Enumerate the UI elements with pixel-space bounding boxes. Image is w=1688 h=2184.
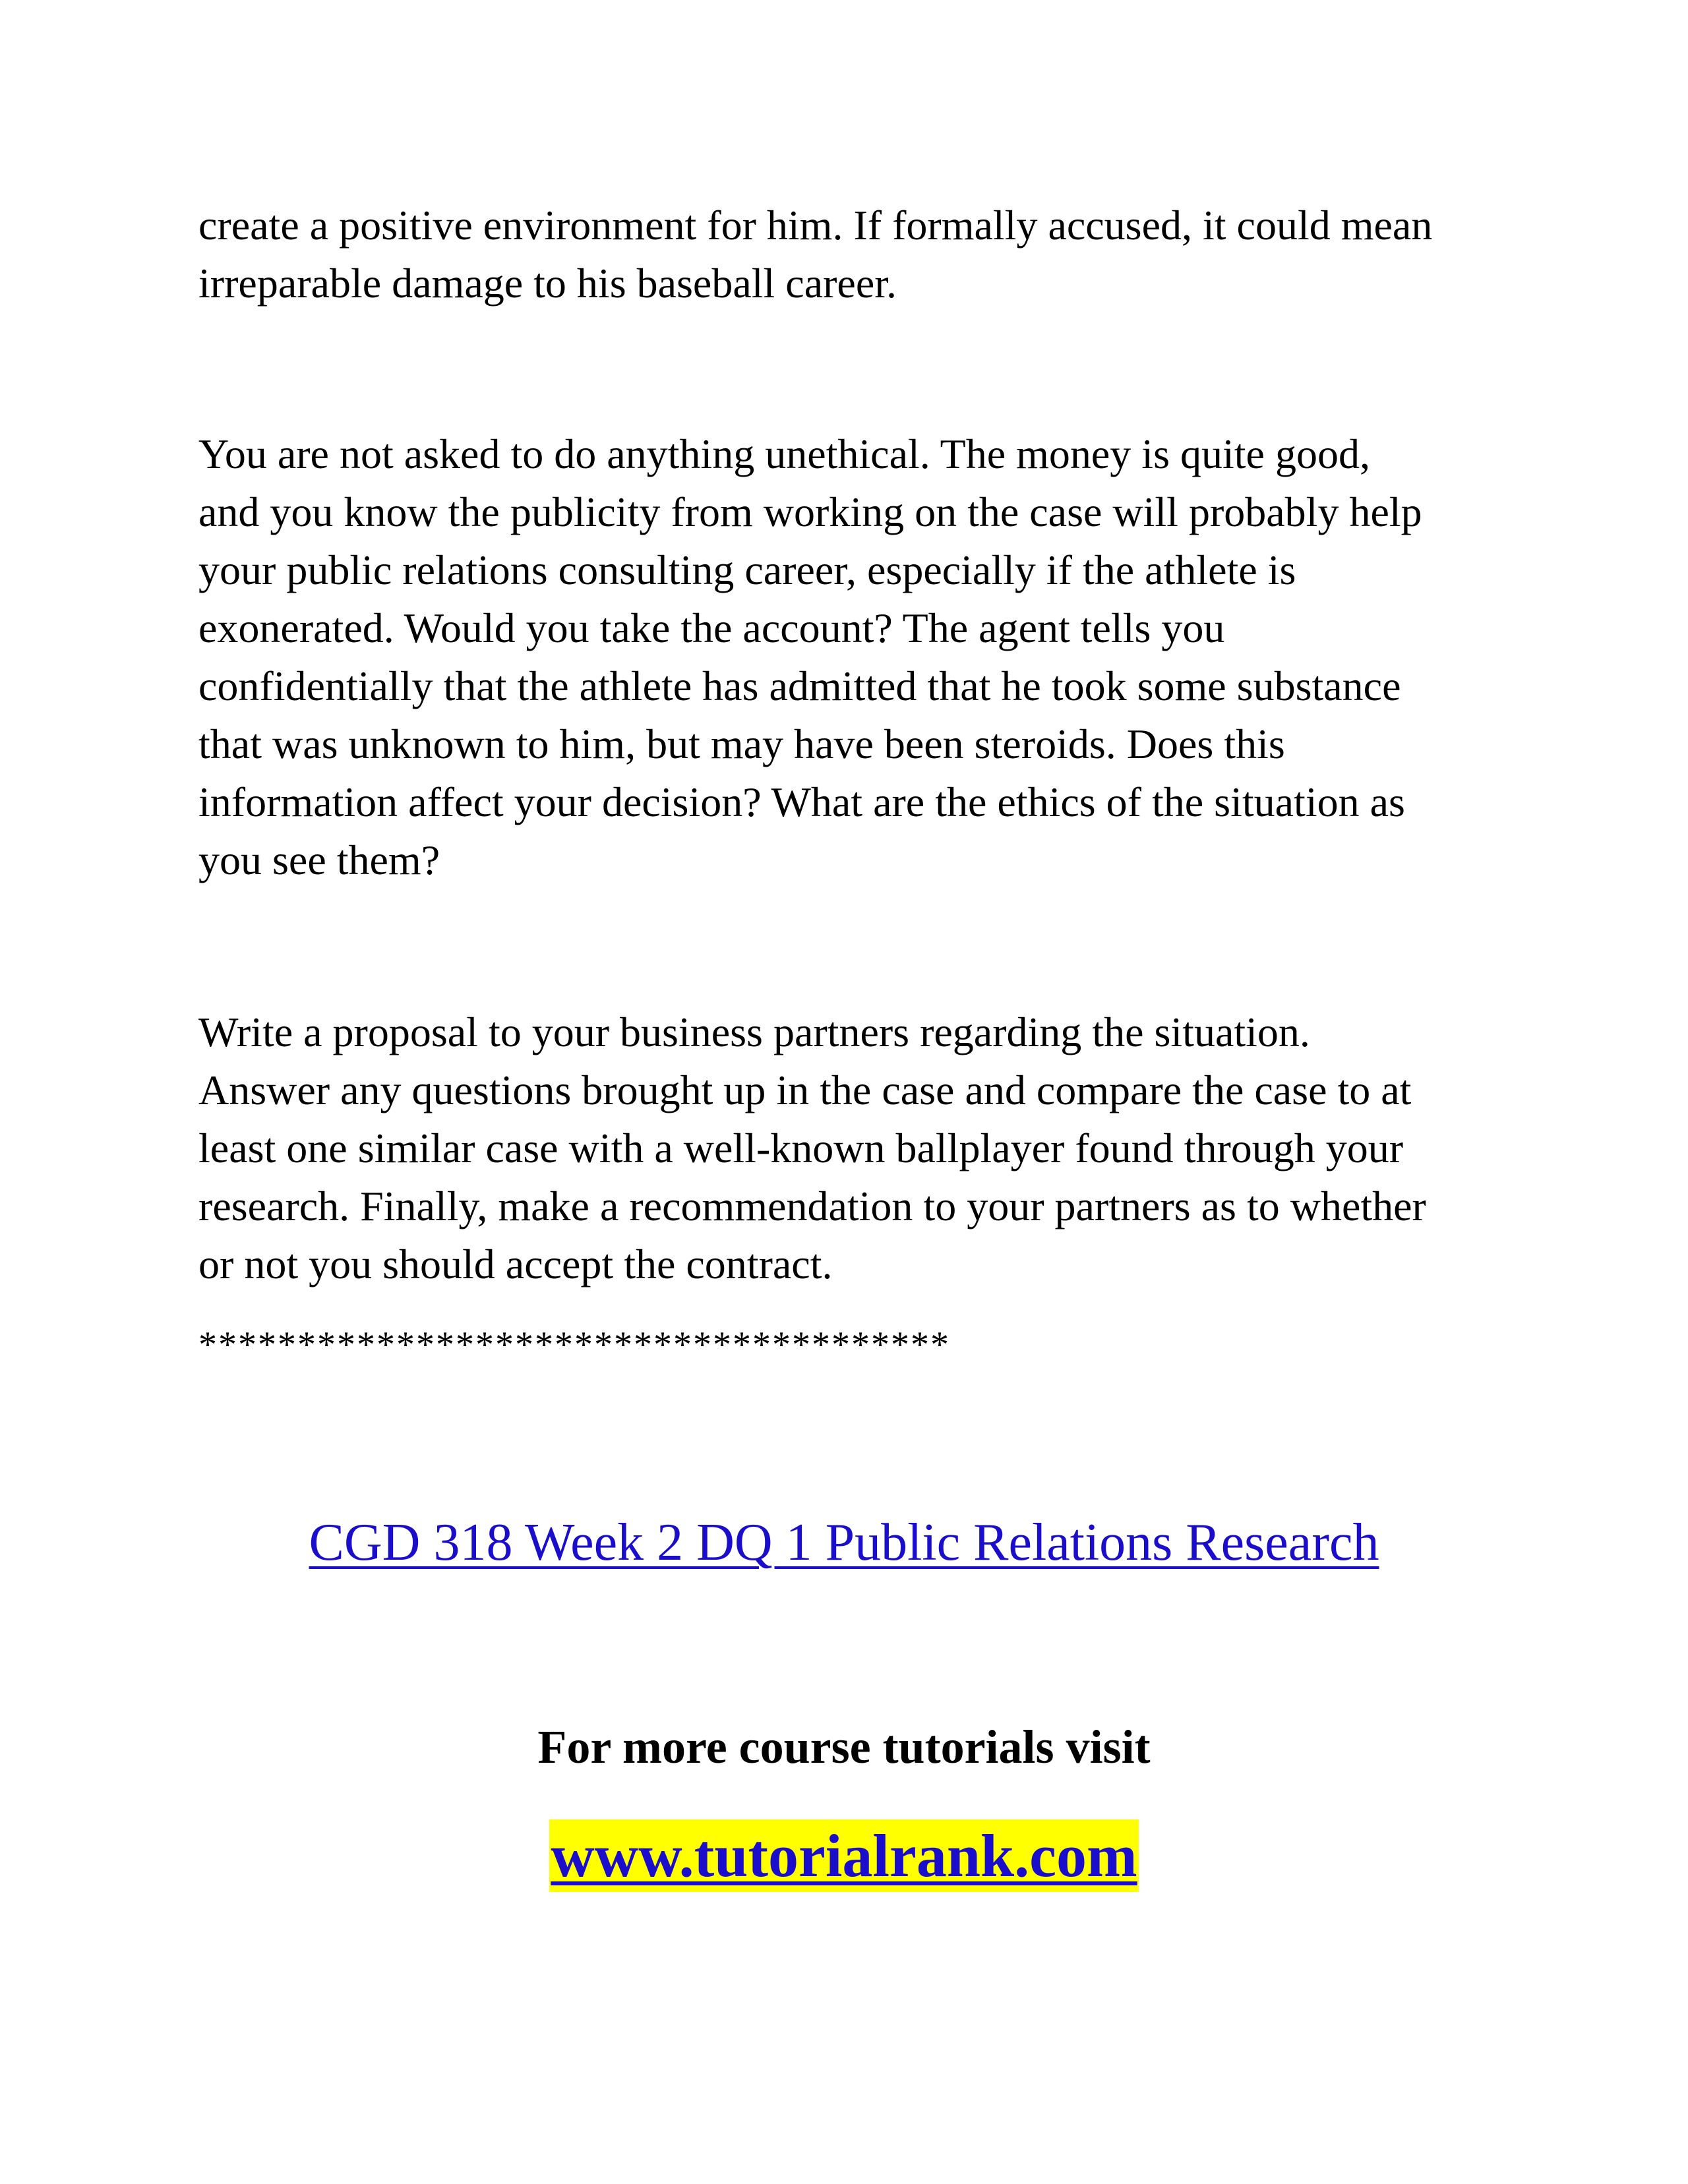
paragraph-3-line-1: Write a proposal to your business partners regarding the situation. bbox=[198, 1009, 1310, 1055]
paragraph-1 bbox=[198, 196, 1517, 312]
paragraph-2 bbox=[198, 425, 1517, 889]
paragraph-3-line-3: least one similar case with a well-known ballplayer found through your bbox=[198, 1125, 1404, 1171]
paragraph-1-line-1: create a positive environment for him. If formally accused, it could mean bbox=[198, 202, 1433, 249]
paragraph-3-line-2: Answer any questions brought up in the case and compare the case to at bbox=[198, 1067, 1412, 1113]
paragraph-2-line-5: confidentially that the athlete has admitted that he took some substance bbox=[198, 663, 1401, 709]
paragraph-2-line-2: and you know the publicity from working on the case will probably help bbox=[198, 488, 1422, 535]
visit-caption: For more course tutorials visit bbox=[537, 1721, 1151, 1773]
paragraph-2-line-3: your public relations consulting career, especially if the athlete is bbox=[198, 546, 1296, 593]
asterisk-separator: ************************************** bbox=[198, 1324, 950, 1365]
site-link-container bbox=[0, 1819, 1688, 1892]
paragraph-2-line-8: you see them? bbox=[198, 837, 440, 883]
website-link[interactable]: www.tutorialrank.com bbox=[549, 1819, 1138, 1892]
paragraph-3-line-4: research. Finally, make a recommendation to your partners as to whether bbox=[198, 1183, 1426, 1229]
paragraph-2-line-7: information affect your decision? What are the ethics of the situation as bbox=[198, 779, 1405, 825]
paragraph-3 bbox=[198, 1003, 1517, 1293]
paragraph-2-line-6: that was unknown to him, but may have been steroids. Does this bbox=[198, 721, 1285, 767]
paragraph-2-line-4: exonerated. Would you take the account? The agent tells you bbox=[198, 605, 1225, 651]
paragraph-2-line-1: You are not asked to do anything unethical. The money is quite good, bbox=[198, 430, 1370, 477]
paragraph-3-line-5: or not you should accept the contract. bbox=[198, 1241, 833, 1287]
paragraph-1-line-2: irreparable damage to his baseball career. bbox=[198, 260, 897, 307]
course-title-link[interactable]: CGD 318 Week 2 DQ 1 Public Relations Research bbox=[309, 1514, 1379, 1572]
